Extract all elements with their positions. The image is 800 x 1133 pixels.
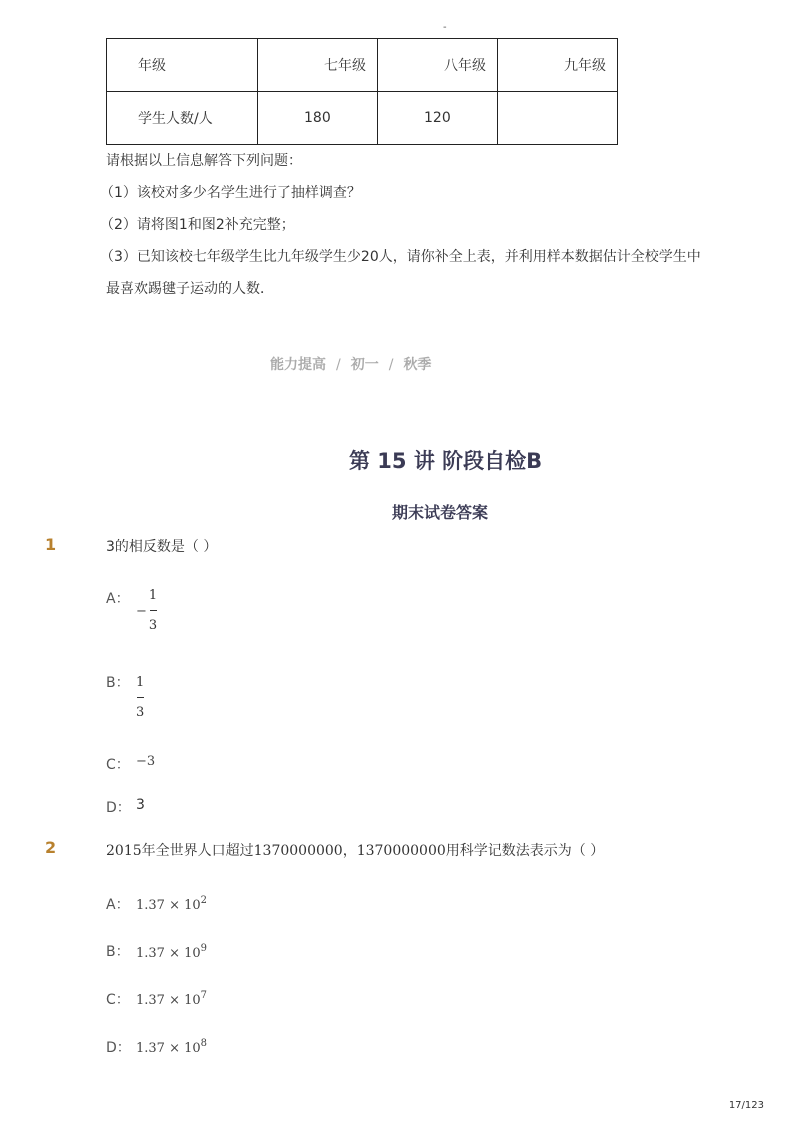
question-3: （3）已知该校七年级学生比九年级学生少20人，请你补全上表，并利用样本数据估计全校学生中 <box>100 249 701 265</box>
table-cell: 八年级 <box>378 39 498 92</box>
top-mark: - <box>443 22 447 33</box>
breadcrumb-item: 秋季 <box>403 357 432 373</box>
sci-exponent: 9 <box>200 943 208 954</box>
option-label-a: A： <box>106 591 130 607</box>
table-cell-empty <box>498 92 618 145</box>
option-d-value <box>136 1038 207 1056</box>
fraction-bar <box>137 697 144 698</box>
page-number: 17/123 <box>728 1100 764 1111</box>
question-text: 2015年全世界人口超过1370000000，1370000000用科学记数法表示为（ ） <box>106 843 605 859</box>
option-a-value <box>136 895 207 913</box>
table-cell: 学生人数/人 <box>107 92 258 145</box>
option-c-value: −3 <box>136 754 156 769</box>
table-cell: 七年级 <box>258 39 378 92</box>
numerator: 1 <box>148 588 158 603</box>
option-label-c: C： <box>106 992 130 1008</box>
table-cell: 年级 <box>107 39 258 92</box>
option-label-c: C： <box>106 757 130 773</box>
sci-exponent: 7 <box>200 990 208 1001</box>
sci-exponent: 2 <box>200 895 208 906</box>
table-row <box>107 92 618 145</box>
question-1: （1）该校对多少名学生进行了抽样调查？ <box>100 185 361 201</box>
table-header-row <box>107 39 618 92</box>
option-d-value: 3 <box>136 797 145 813</box>
option-c-value <box>136 990 207 1008</box>
denominator: 3 <box>148 618 158 633</box>
section-title: 期末试卷答案 <box>392 503 489 522</box>
fraction-bar <box>150 610 157 611</box>
sci-base: 1.37 × 10 <box>136 1041 201 1056</box>
numerator: 1 <box>136 675 145 690</box>
breadcrumb-item: 初一 <box>350 357 379 373</box>
table-cell: 120 <box>378 92 498 145</box>
option-label-b: B： <box>106 944 130 960</box>
option-b-value <box>136 671 144 720</box>
prompt-text: 请根据以上信息解答下列问题： <box>106 153 302 169</box>
option-a-value <box>136 588 157 633</box>
sci-base: 1.37 × 10 <box>136 946 201 961</box>
option-label-b: B： <box>106 675 130 691</box>
option-label-d: D： <box>106 1040 131 1056</box>
table-cell: 九年级 <box>498 39 618 92</box>
option-b-value <box>136 943 207 961</box>
question-number: 2 <box>45 838 57 857</box>
fraction <box>136 675 144 720</box>
denominator: 3 <box>136 705 145 720</box>
option-label-a: A： <box>106 897 130 913</box>
sci-base: 1.37 × 10 <box>136 993 201 1008</box>
breadcrumb: 能力提高 / 初一 / 秋季 <box>270 357 432 373</box>
question-text: 3的相反数是（ ） <box>106 539 218 555</box>
grade-table <box>106 38 618 145</box>
minus-sign: − <box>136 604 147 619</box>
question-3-continued: 最喜欢踢毽子运动的人数． <box>106 281 274 297</box>
fraction <box>149 588 157 633</box>
breadcrumb-item: 能力提高 <box>270 357 326 373</box>
question-2: （2）请将图1和图2补充完整； <box>100 217 295 233</box>
lecture-title: 第 15 讲 阶段自检B <box>349 449 543 473</box>
option-label-d: D： <box>106 800 131 816</box>
sci-exponent: 8 <box>200 1038 208 1049</box>
question-number: 1 <box>45 535 57 554</box>
table-cell: 180 <box>258 92 378 145</box>
sci-base: 1.37 × 10 <box>136 898 201 913</box>
